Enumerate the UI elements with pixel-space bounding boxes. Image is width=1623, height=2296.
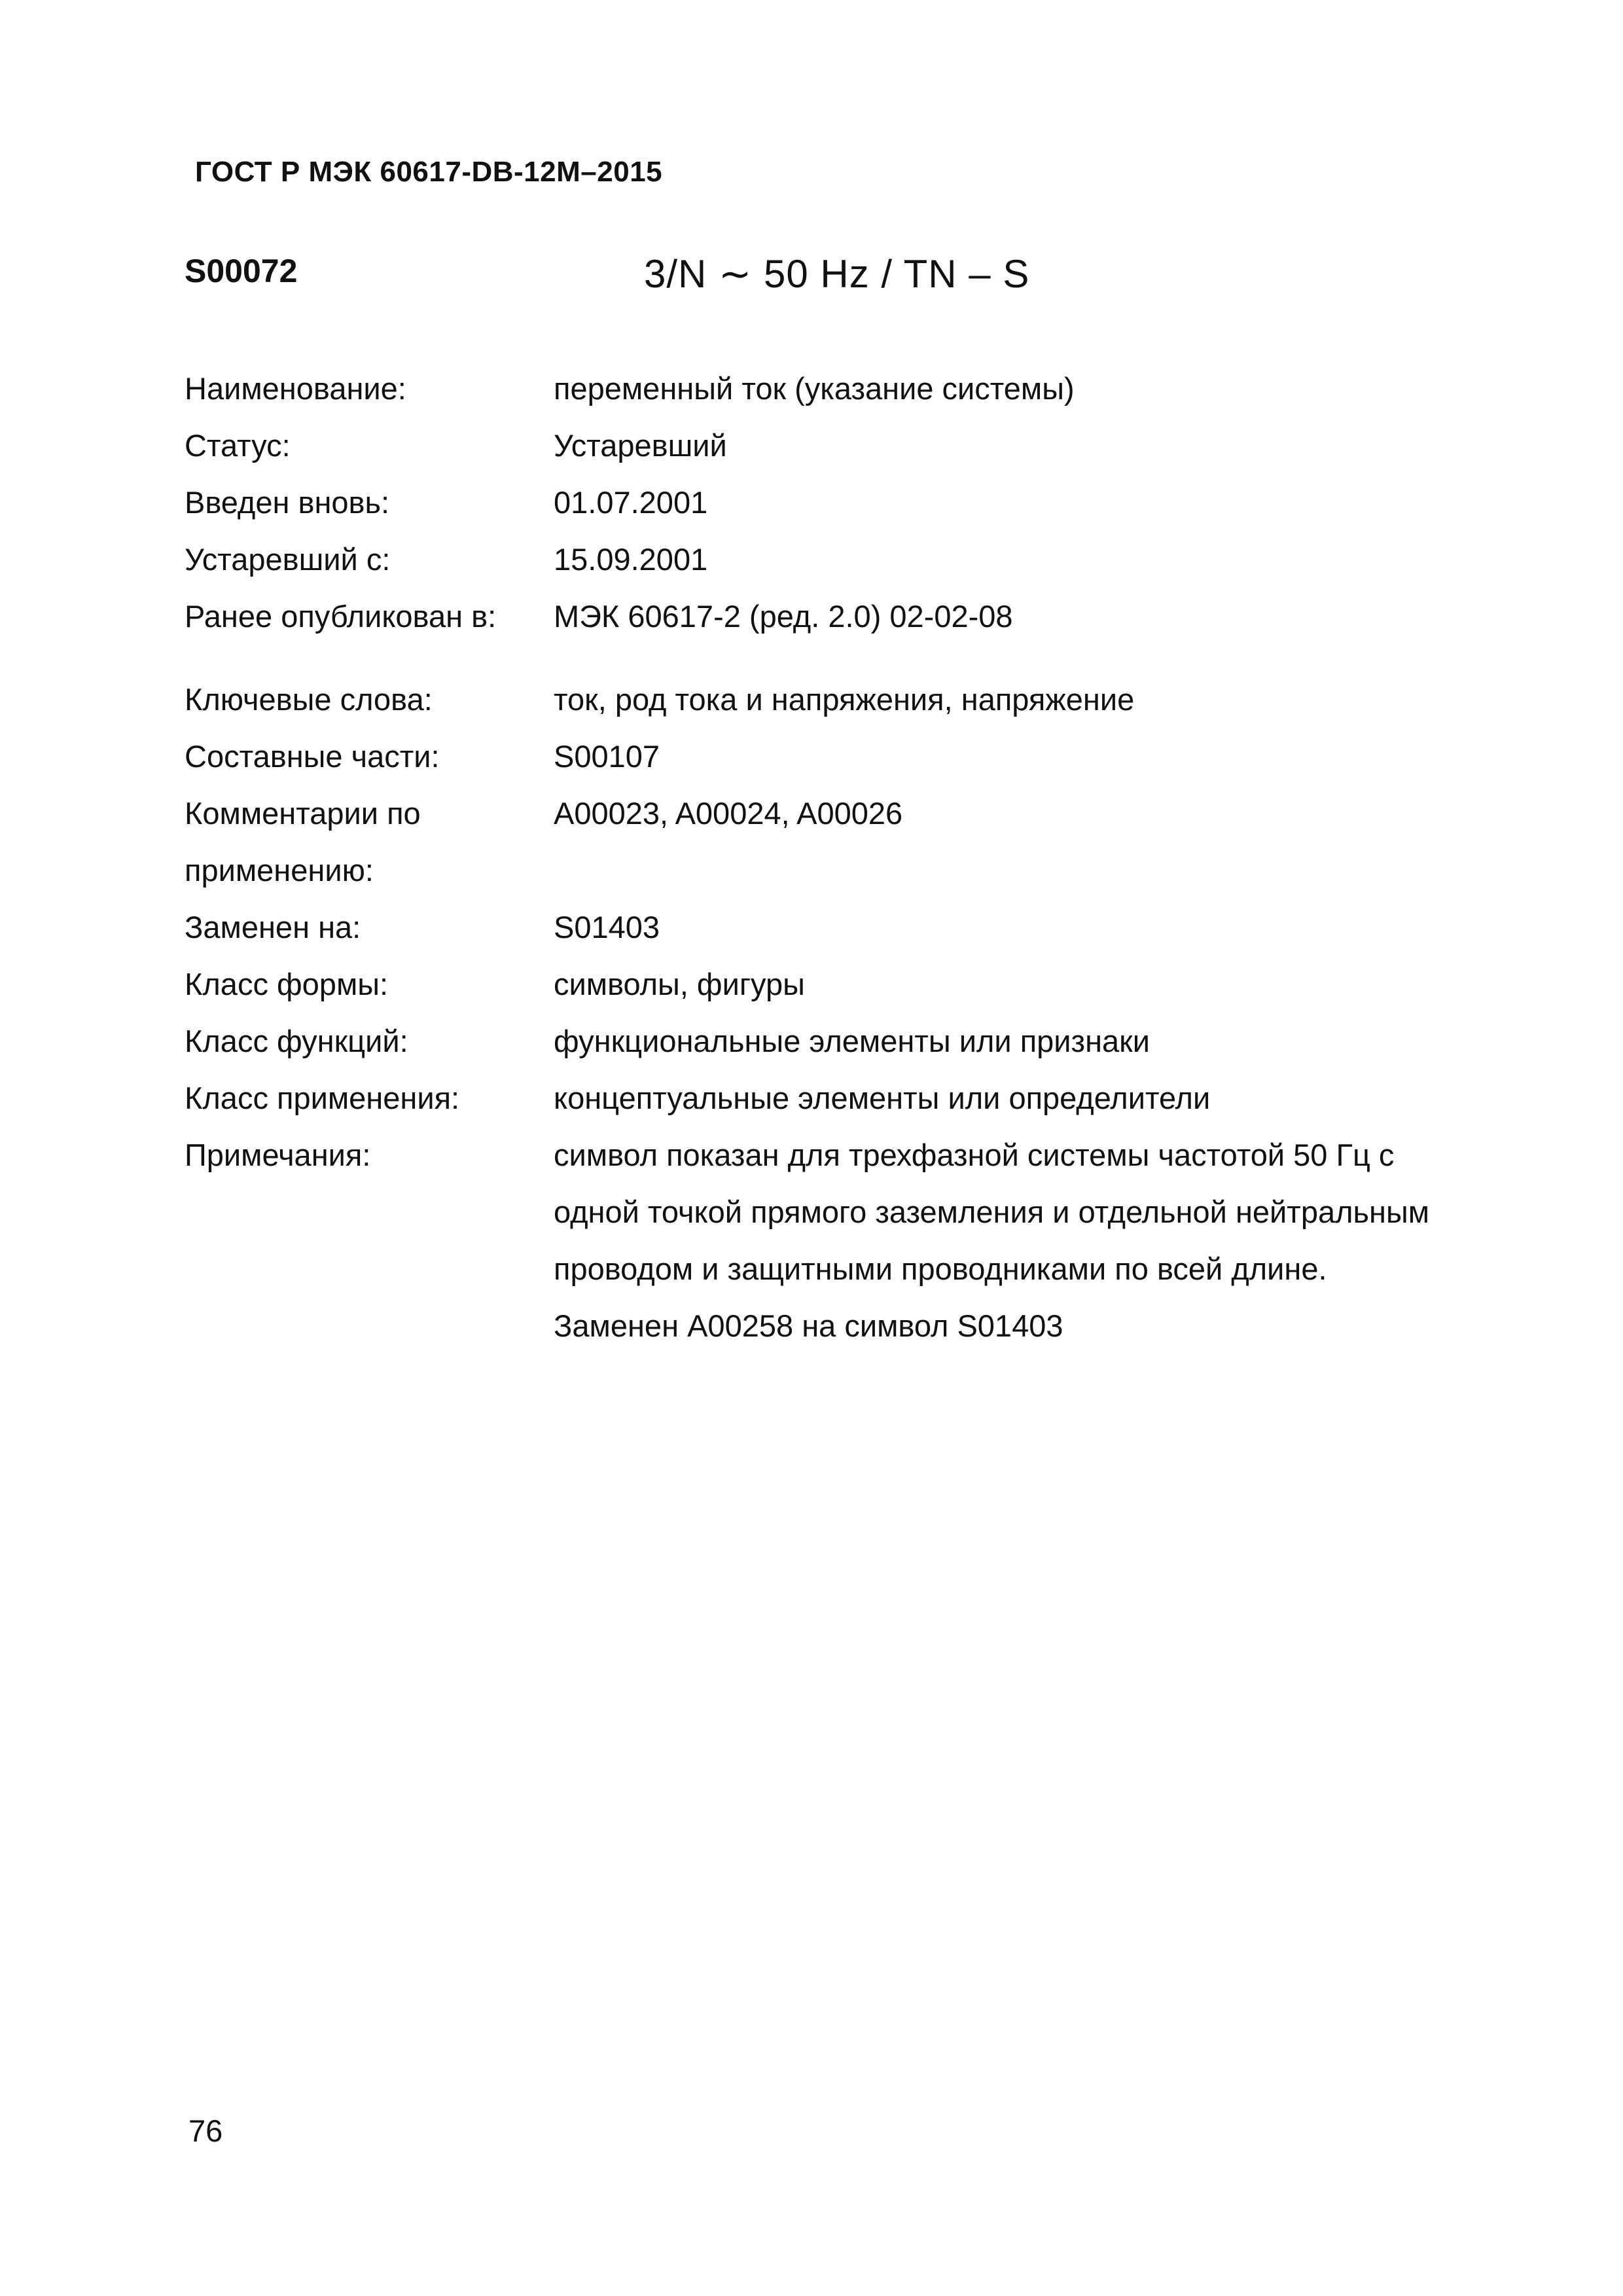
property-value: символы, фигуры: [554, 967, 805, 1001]
property-label: Ранее опубликован в:: [185, 599, 497, 634]
property-label: Заменен на:: [185, 910, 361, 944]
property-row-name: [185, 360, 1441, 417]
page-number: 76: [188, 2113, 223, 2148]
property-row-application-class: [185, 1069, 1441, 1126]
property-value: 15.09.2001: [554, 542, 708, 577]
property-value: МЭК 60617-2 (ред. 2.0) 02-02-08: [554, 599, 1013, 634]
property-label: Класс применения:: [185, 1081, 460, 1115]
property-row-components: [185, 728, 1441, 785]
property-value: символ показан для трехфазной системы частотой 50 Гц с одной точкой прямого заземления и отдельной нейтральным проводом и защитными проводниками по всей длине. Заменен A00258 на символ S01403: [554, 1138, 1430, 1343]
property-value: переменный ток (указание системы): [554, 371, 1075, 406]
property-label: Статус:: [185, 428, 291, 463]
property-label: Составные части:: [185, 739, 440, 774]
property-label: Ключевые слова:: [185, 682, 433, 717]
property-label: Введен вновь:: [185, 485, 390, 520]
property-value: A00023, A00024, A00026: [554, 796, 903, 831]
property-row-status: [185, 417, 1441, 474]
property-value: Устаревший: [554, 428, 727, 463]
property-row-function-class: [185, 1013, 1441, 1069]
property-row-previously-published: [185, 588, 1441, 645]
property-row-notes: [185, 1126, 1441, 1354]
property-row-obsolete-since: [185, 531, 1441, 588]
property-value: S00107: [554, 739, 660, 774]
property-row-replaced-by: [185, 899, 1441, 956]
property-value: S01403: [554, 910, 660, 944]
property-value: концептуальные элементы или определители: [554, 1081, 1211, 1115]
property-row-application-notes: [185, 785, 1441, 899]
standard-header: ГОСТ Р МЭК 60617-DB-12M–2015: [195, 156, 663, 188]
property-label: Примечания:: [185, 1138, 371, 1172]
property-row-introduced: [185, 474, 1441, 531]
property-label: Устаревший с:: [185, 542, 391, 577]
property-value: функциональные элементы или признаки: [554, 1024, 1150, 1058]
property-label: Комментарии по применению:: [185, 796, 421, 888]
symbol-id: S00072: [185, 253, 298, 289]
property-row-keywords: [185, 671, 1441, 728]
property-row-form-class: [185, 956, 1441, 1013]
property-value: 01.07.2001: [554, 485, 708, 520]
property-label: Наименование:: [185, 371, 406, 406]
property-label: Класс функций:: [185, 1024, 408, 1058]
symbol-graphic: 3/N ∼ 50 Hz / TN – S: [644, 252, 1030, 296]
properties-table: [185, 360, 1441, 1354]
property-label: Класс формы:: [185, 967, 389, 1001]
property-value: ток, род тока и напряжения, напряжение: [554, 682, 1135, 717]
